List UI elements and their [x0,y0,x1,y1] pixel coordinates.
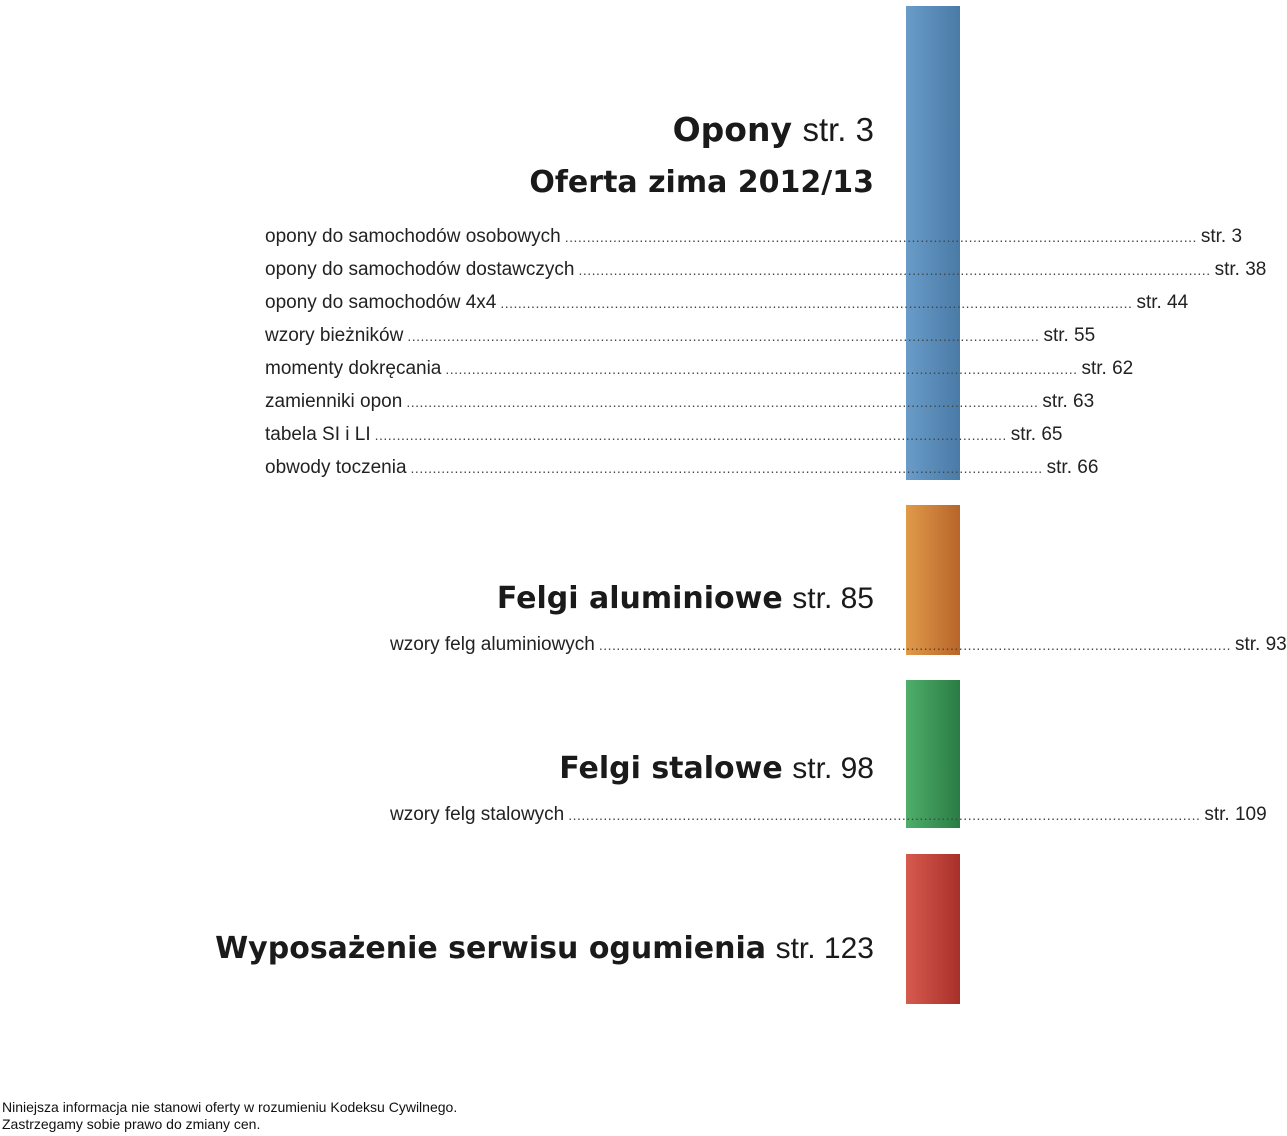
toc-label: wzory bieżników [265,325,404,346]
section-tab-wyposazenie[interactable] [906,854,960,1004]
toc-row[interactable] [265,457,1099,481]
toc-page: str. 62 [1081,358,1134,379]
toc-page: str. 66 [1046,457,1099,478]
toc-leader: ................................................................................................................................................ [500,295,1133,311]
toc-leader: ................................................................................................................................................ [445,361,1078,377]
wyposazenie-heading[interactable] [215,930,874,968]
toc-page: str. 55 [1043,325,1096,346]
toc-row[interactable] [265,325,1096,349]
toc-label: momenty dokręcania [265,358,442,379]
felgi-stalowe-page: str. 98 [792,752,874,785]
toc-row[interactable] [265,424,1063,448]
opony-heading[interactable] [673,110,874,150]
toc-page: str. 63 [1042,391,1095,412]
felgi-stalowe-heading[interactable] [559,750,874,788]
footer-line-1: Niniejsza informacja nie stanowi oferty w rozumieniu Kodeksu Cywilnego. [2,1099,458,1115]
toc-page: str. 44 [1136,292,1189,313]
toc-label: obwody toczenia [265,457,407,478]
toc-label: opony do samochodów 4x4 [265,292,497,313]
toc-label: wzory felg stalowych [390,804,565,825]
toc-row[interactable] [265,226,1243,250]
opony-subtitle [529,164,874,202]
toc-label: zamienniki opon [265,391,403,412]
section-tab-felgi-aluminiowe[interactable] [906,505,960,655]
wyposazenie-title: Wyposażenie serwisu ogumienia [215,931,767,966]
toc-row[interactable] [265,259,1267,283]
toc-label: opony do samochodów osobowych [265,226,561,247]
opony-title: Opony [672,110,792,149]
toc-leader: ................................................................................................................................................ [568,807,1201,823]
toc-leader: ................................................................................................................................................ [598,637,1231,653]
toc-row[interactable] [390,634,1287,658]
opony-toc [265,226,1267,486]
toc-leader: ................................................................................................................................................ [578,262,1211,278]
toc-leader: ................................................................................................................................................ [564,229,1197,245]
toc-leader: ................................................................................................................................................ [406,394,1039,410]
toc-page: str. 93 [1234,634,1287,655]
footer-line-2: Zastrzegamy sobie prawo do zmiany cen. [2,1116,261,1132]
toc-row[interactable] [265,292,1189,316]
toc-page: str. 65 [1010,424,1063,445]
felgi-stalowe-toc [390,804,1267,832]
felgi-aluminiowe-heading[interactable] [497,580,874,618]
toc-label: tabela SI i LI [265,424,371,445]
toc-page: str. 3 [1200,226,1243,247]
opony-page: str. 3 [802,111,874,148]
toc-leader: ................................................................................................................................................ [407,328,1040,344]
section-tab-felgi-stalowe[interactable] [906,680,960,828]
wyposazenie-page: str. 123 [775,932,874,965]
footer-disclaimer [2,1099,457,1133]
felgi-aluminiowe-toc [390,634,1287,662]
toc-row[interactable] [265,391,1095,415]
felgi-stalowe-title: Felgi stalowe [559,751,783,786]
toc-leader: ................................................................................................................................................ [410,460,1043,476]
toc-row[interactable] [265,358,1134,382]
toc-leader: ................................................................................................................................................ [374,427,1007,443]
opony-subtitle-text: Oferta zima 2012/13 [529,165,874,200]
toc-page: str. 38 [1214,259,1267,280]
toc-page: str. 109 [1204,804,1267,825]
toc-label: wzory felg aluminiowych [390,634,595,655]
toc-row[interactable] [390,804,1267,828]
toc-label: opony do samochodów dostawczych [265,259,575,280]
felgi-aluminiowe-title: Felgi aluminiowe [496,581,783,616]
felgi-aluminiowe-page: str. 85 [792,582,874,615]
